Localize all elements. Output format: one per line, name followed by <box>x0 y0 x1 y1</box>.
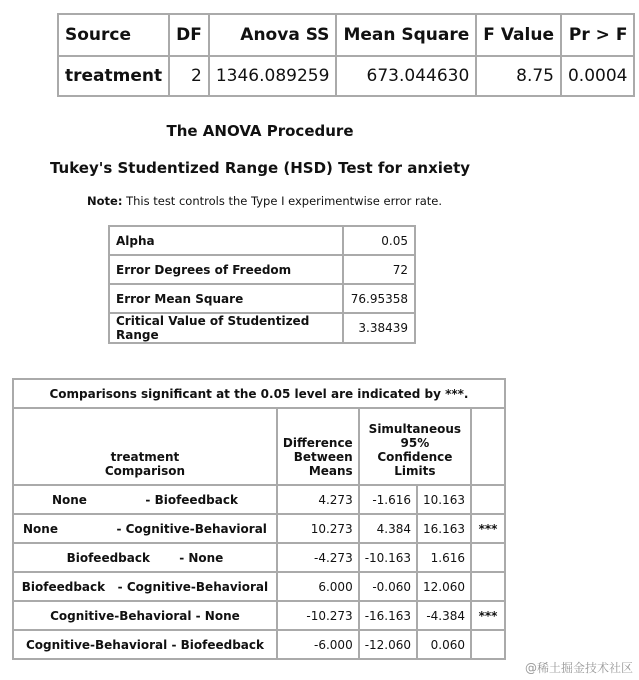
cell-upper-limit: 12.060 <box>417 572 471 601</box>
cell-upper-limit: 16.163 <box>417 514 471 543</box>
cell-lower-limit: 4.384 <box>359 514 417 543</box>
cell-upper-limit: 0.060 <box>417 630 471 659</box>
header-line: Between <box>293 450 353 464</box>
stat-value: 3.38439 <box>343 313 415 343</box>
cell-significance: *** <box>471 514 505 543</box>
table-row <box>13 572 505 601</box>
header-line: Comparison <box>104 464 186 478</box>
stat-label: Critical Value of Studentized Range <box>109 313 343 343</box>
header-line: Difference <box>282 436 353 450</box>
stats-table <box>108 225 416 344</box>
table-row <box>58 56 634 96</box>
cell-difference: -4.273 <box>277 543 359 572</box>
cell-df: 2 <box>169 56 209 96</box>
header-line: Means <box>308 464 353 478</box>
cell-difference: -10.273 <box>277 601 359 630</box>
cell-significance <box>471 630 505 659</box>
table-row <box>13 601 505 630</box>
cell-p: 0.0004 <box>561 56 634 96</box>
cell-source: treatment <box>58 56 169 96</box>
watermark: @稀土掘金技术社区 <box>524 661 633 675</box>
cell-comparison: None - Cognitive-Behavioral <box>13 514 277 543</box>
table-row <box>13 485 505 514</box>
stat-value: 0.05 <box>343 226 415 255</box>
stat-label: Error Degrees of Freedom <box>109 255 343 284</box>
header-line: Limits <box>394 464 436 478</box>
note-text: This test controls the Type I experimentwise error rate. <box>122 194 443 208</box>
header-line: Confidence <box>377 450 453 464</box>
procedure-title: The ANOVA Procedure <box>166 122 354 140</box>
stat-label: Error Mean Square <box>109 284 343 313</box>
cell-upper-limit: -4.384 <box>417 601 471 630</box>
stat-value: 76.95358 <box>343 284 415 313</box>
stat-value: 72 <box>343 255 415 284</box>
cell-lower-limit: -10.163 <box>359 543 417 572</box>
cell-comparison: None - Biofeedback <box>13 485 277 514</box>
cell-difference: 6.000 <box>277 572 359 601</box>
table-row <box>109 255 415 284</box>
header-f: F Value <box>476 14 561 56</box>
note <box>87 194 442 208</box>
header-comparison <box>13 408 277 485</box>
header-sig <box>471 408 505 485</box>
cell-lower-limit: -16.163 <box>359 601 417 630</box>
note-label: Note: <box>87 194 123 208</box>
header-ms: Mean Square <box>336 14 476 56</box>
cell-comparison: Biofeedback - None <box>13 543 277 572</box>
table-row <box>13 630 505 659</box>
comparisons-caption: Comparisons significant at the 0.05 level are indicated by ***. <box>13 379 505 408</box>
cell-significance <box>471 543 505 572</box>
cell-significance: *** <box>471 601 505 630</box>
cell-ss: 1346.089259 <box>209 56 337 96</box>
table-row <box>13 514 505 543</box>
test-title: Tukey's Studentized Range (HSD) Test for anxiety <box>49 159 471 177</box>
cell-f: 8.75 <box>476 56 561 96</box>
cell-upper-limit: 1.616 <box>417 543 471 572</box>
table-row <box>109 284 415 313</box>
header-difference <box>277 408 359 485</box>
cell-difference: 10.273 <box>277 514 359 543</box>
anova-table <box>57 13 635 97</box>
header-ss: Anova SS <box>209 14 337 56</box>
header-p: Pr > F <box>561 14 634 56</box>
cell-lower-limit: -12.060 <box>359 630 417 659</box>
cell-significance <box>471 572 505 601</box>
header-source: Source <box>58 14 169 56</box>
cell-difference: -6.000 <box>277 630 359 659</box>
cell-comparison: Cognitive-Behavioral - None <box>13 601 277 630</box>
header-df: DF <box>169 14 209 56</box>
stat-label: Alpha <box>109 226 343 255</box>
cell-lower-limit: -0.060 <box>359 572 417 601</box>
table-row <box>109 313 415 343</box>
cell-upper-limit: 10.163 <box>417 485 471 514</box>
comparisons-table <box>12 378 506 660</box>
table-row <box>13 543 505 572</box>
header-line: 95% <box>400 436 430 450</box>
header-line: treatment <box>110 450 180 464</box>
header-line: Simultaneous <box>368 422 462 436</box>
cell-comparison: Biofeedback - Cognitive-Behavioral <box>13 572 277 601</box>
cell-difference: 4.273 <box>277 485 359 514</box>
cell-significance <box>471 485 505 514</box>
cell-lower-limit: -1.616 <box>359 485 417 514</box>
header-confidence-limits <box>359 408 471 485</box>
cell-ms: 673.044630 <box>336 56 476 96</box>
cell-comparison: Cognitive-Behavioral - Biofeedback <box>13 630 277 659</box>
table-row <box>109 226 415 255</box>
